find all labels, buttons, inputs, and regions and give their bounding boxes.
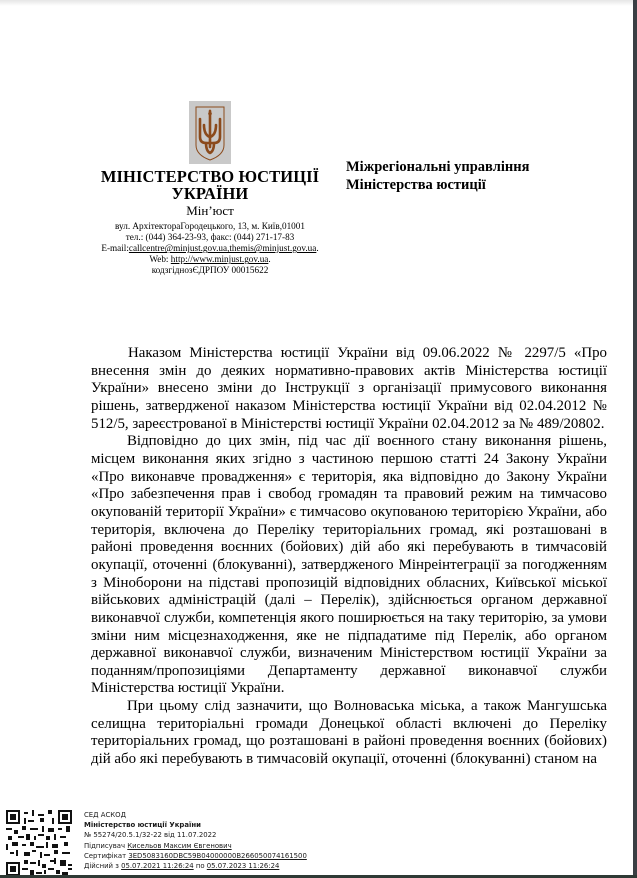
valid-from: 05.07.2021 11:26:24 xyxy=(121,862,194,871)
web-link[interactable]: http://www.minjust.gov.ua xyxy=(170,254,269,265)
signer-name: Кисельов Максим Євгенович xyxy=(127,841,232,850)
body-paragraph: При цьому слід зазначити, що Волноваська міська, а також Мангушська селищна територіальні громади Донецької області включені до Переліку територіальних громад, що розташовані в районі проведення воєнних (бойових) дій або які перебувають в тимчасовій окупації, оточенні (блокуванні) станом на xyxy=(91,698,607,768)
coat-of-arms-trident-icon xyxy=(189,101,231,164)
ministry-letterhead xyxy=(60,168,360,276)
body-paragraph: Відповідно до цих змін, під час дії воєнного стану виконання рішень, місцем виконання яких згідно з частиною першою статті 24 Закону України «Про виконавче провадження» є територія, яка відповідно до Закону України «Про забезпечення прав і свобод громадян та правовий режим на тимчасово окупованій території України» є тимчасово окупованою територією України, або територія, включена до Переліку територіальних громад, які розташовані в районі проведення воєнних (бойових) дій або які перебувають в тимчасовій окупації, оточенні (блокуванні), затвердженого Мінреінтеграції за погодженням з Міноборони на підставі пропозицій відповідних обласних, Київської міської військових адміністрацій (далі – Перелік), здійснюється органом державної виконавчої служби, компетенція якого поширюється на таку територію, за умови зміни ним місцезнаходження, яке не підпадатиме під Перелік, або органом державної виконавчої служби, визначеним Міністерством юстиції України за поданням/пропозиціями Департаменту державної виконавчої служби Міністерства юстиції України. xyxy=(91,433,607,697)
certificate-id: 3ED5083160DBC59B04000000B266050074161500 xyxy=(128,851,307,860)
stamp-reg-number: № 55274/20.5.1/32-22 від 11.07.2022 xyxy=(84,831,217,840)
stamp-validity: Дійсний з 05.07.2021 11:26:24 по 05.07.2023 11:26:24 xyxy=(84,862,280,871)
ministry-title: МІНІСТЕРСТВО ЮСТИЦІЇ УКРАЇНИ xyxy=(100,167,320,203)
letter-body xyxy=(91,345,607,769)
email-link[interactable]: callcentre@minjust.gov.ua,themis@minjust.gov.ua xyxy=(128,243,317,254)
valid-to: 05.07.2023 11:26:24 xyxy=(206,862,280,871)
stamp-system: СЕД АСКОД xyxy=(84,811,126,819)
ministry-edrpou: кодзгіднозЄДРПОУ 00015622 xyxy=(151,265,269,276)
ministry-address: вул. АрхітектораГородецького, 13, м. Київ,01001 xyxy=(115,221,305,231)
qr-code-icon xyxy=(6,810,72,876)
stamp-organization: Міністерство юстиції України xyxy=(84,821,201,830)
stamp-signer: Підписувач Кисельов Максим Євгенович xyxy=(84,841,232,850)
viewer-right-edge xyxy=(633,0,637,878)
addressee: Міжрегіональні управління Міністерства юстиції xyxy=(346,159,530,193)
ministry-phones: тел.: (044) 364-23-93, факс: (044) 271-17-83 xyxy=(125,232,295,243)
page-top-shadow xyxy=(0,0,633,6)
digital-signature-stamp xyxy=(84,810,307,871)
ministry-email: E-mail:callcentre@minjust.gov.ua,themis@minjust.gov.ua. xyxy=(101,243,319,254)
ministry-contacts xyxy=(60,221,360,276)
stamp-certificate: Сертифікат 3ED5083160DBC59B04000000B266050074161500 xyxy=(84,851,307,860)
ministry-web: Web: http://www.minjust.gov.ua. xyxy=(149,254,271,265)
ministry-short-name: Мін’юст xyxy=(186,203,234,218)
body-paragraph: Наказом Міністерства юстиції України від 09.06.2022 № 2297/5 «Про внесення змін до деяких нормативно-правових актів Міністерства юстиції України» внесено зміни до Інструкції з організації примусового виконання рішень, затвердженої наказом Міністерства юстиції України від 02.04.2012 № 512/5, зареєстрованої в Міністерстві юстиції України 02.04.2012 за № 489/20802. xyxy=(91,345,607,432)
